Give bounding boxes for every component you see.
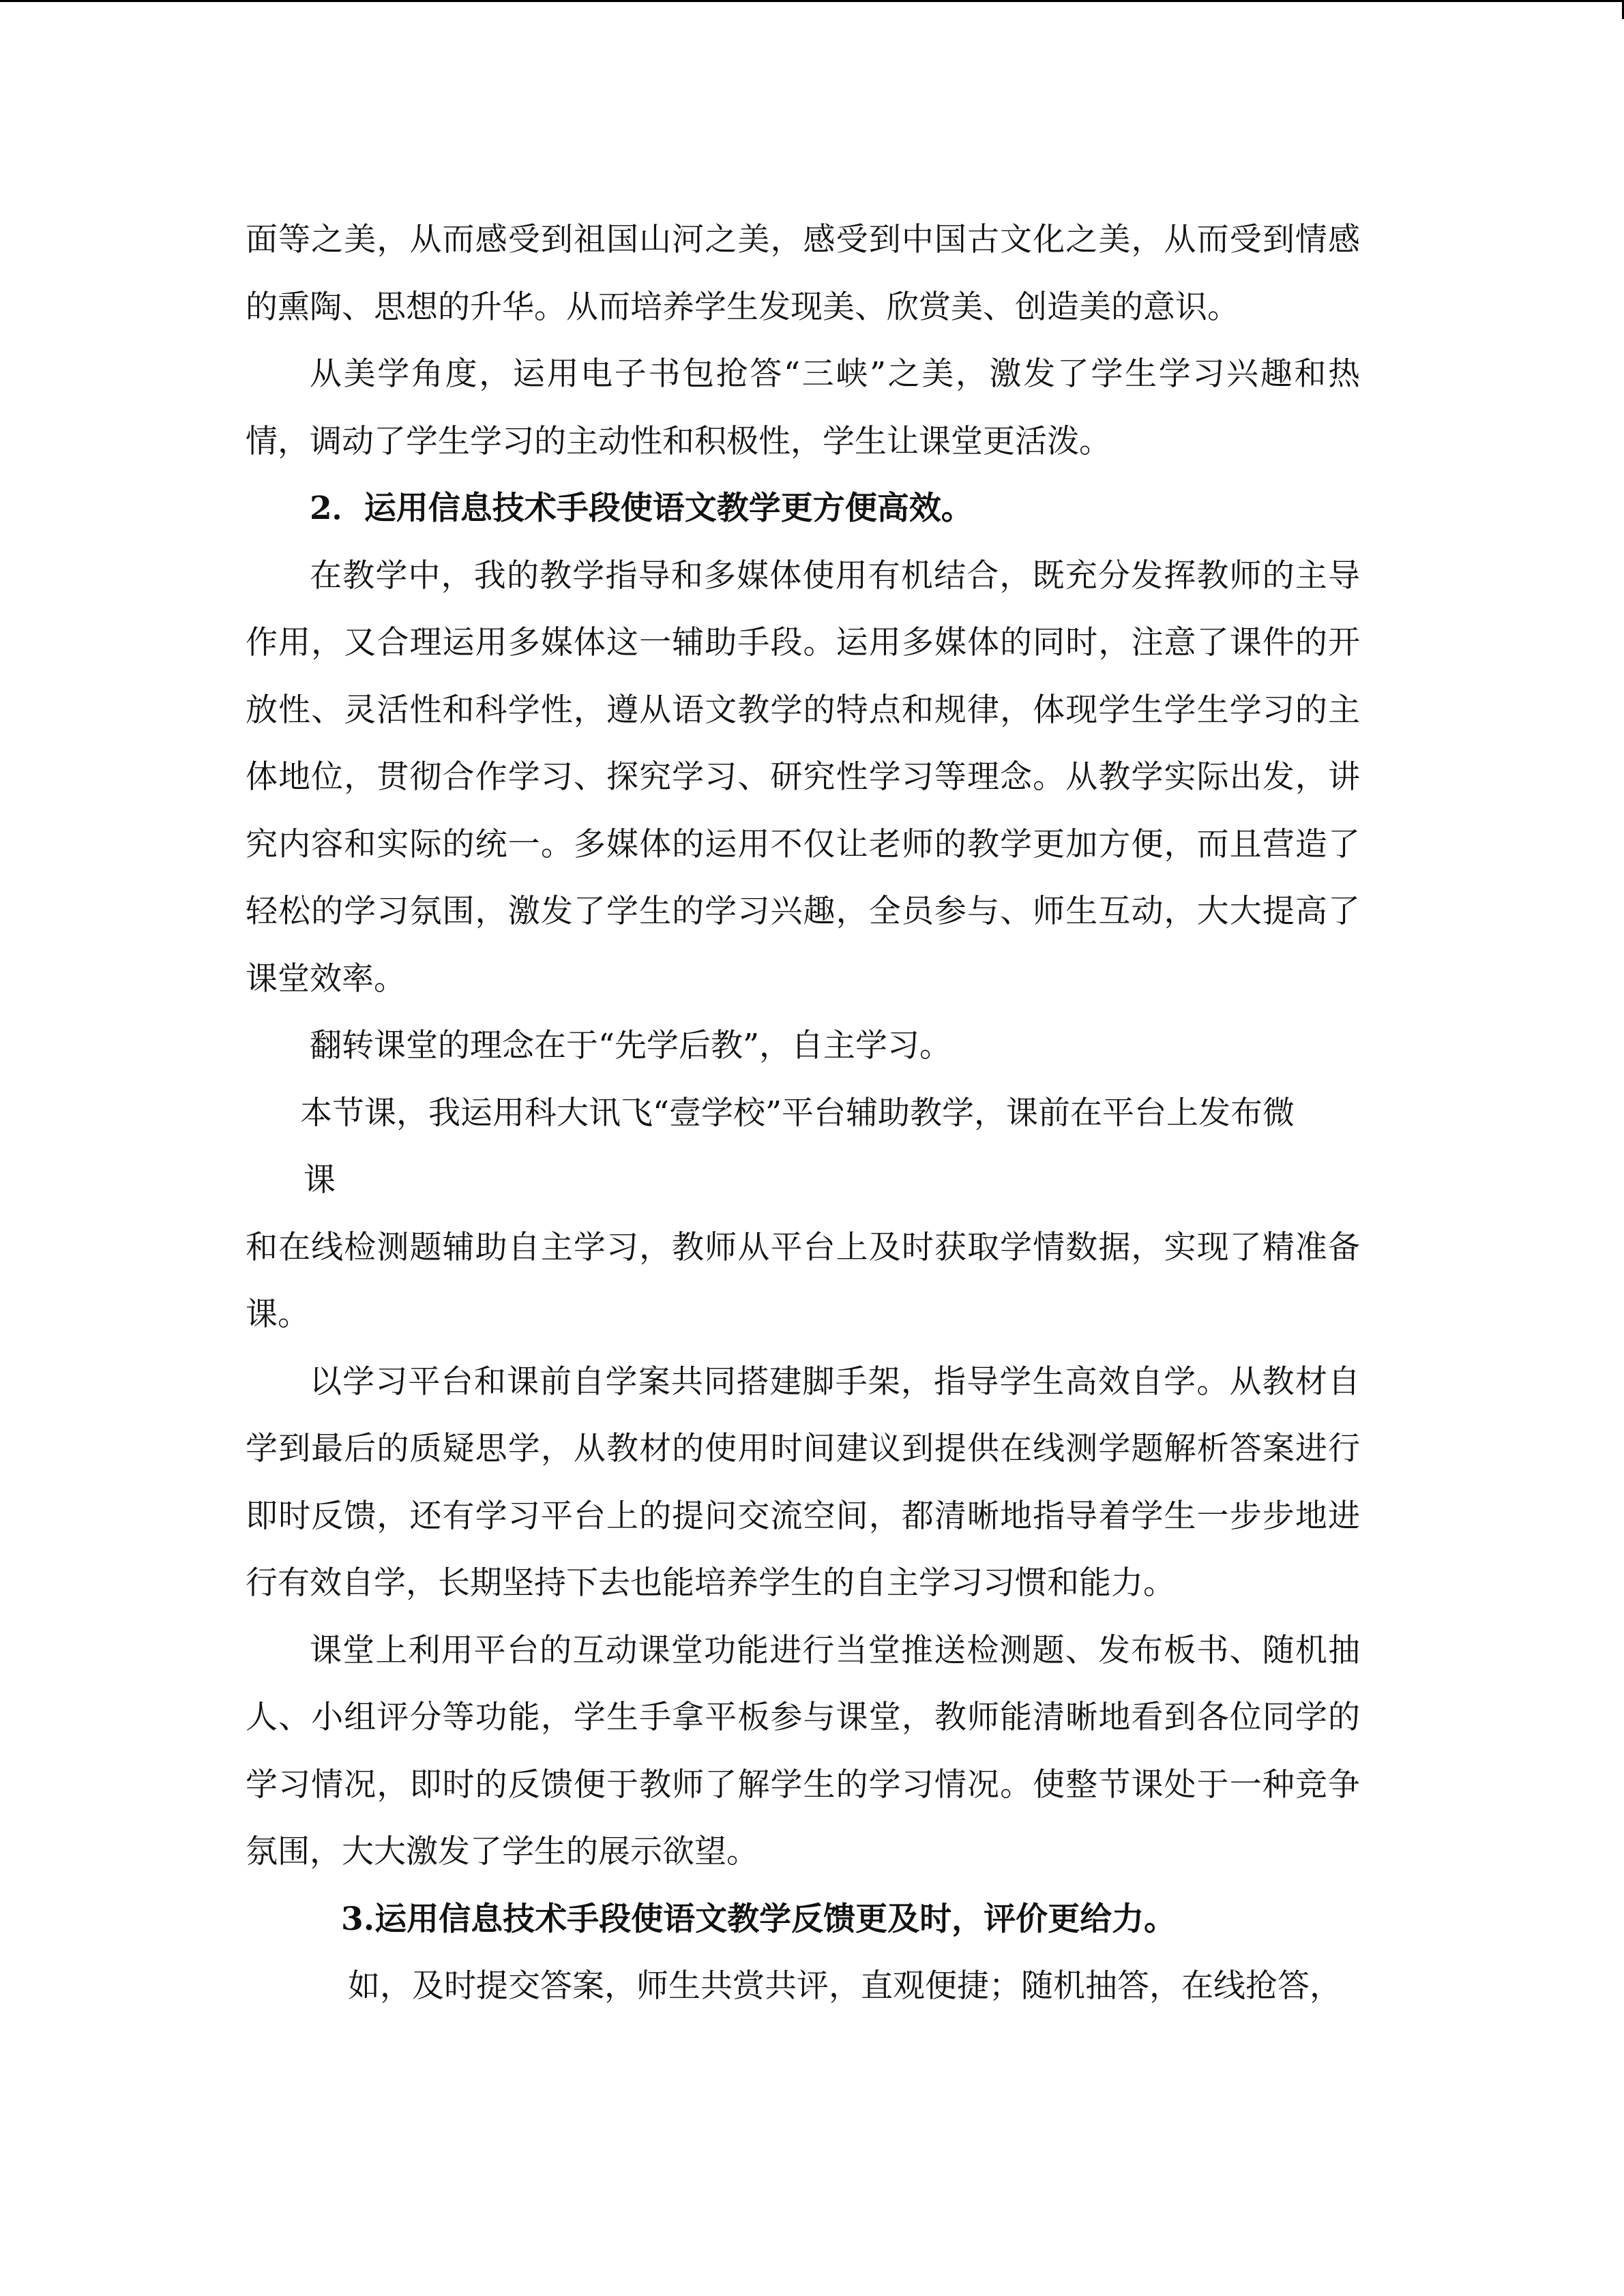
paragraph-platform-line-3: 和在线检测题辅助自主学习，教师从平台上及时获取学情数据，实现了精准备课。 — [246, 1228, 1360, 1333]
page-top-border — [0, 0, 1624, 2]
section-heading-2: 2．运用信息技术手段使语文教学更方便高效。 — [310, 490, 973, 527]
paragraph-platform-line-2: 课 — [304, 1161, 336, 1199]
paragraph-flipped-classroom: 翻转课堂的理念在于“先学后教”，自主学习。 — [310, 1027, 952, 1064]
document-body — [246, 207, 1360, 2021]
paragraph-multimedia-teaching: 在教学中，我的教学指导和多媒体使用有机结合，既充分发挥教师的主导作用，又合理运用多媒体这一辅助手段。运用多媒体的同时，注意了课件的开放性、灵活性和科学性，遵从语文教学的特点和规律，体现学生学生学习的主体地位，贯彻合作学习、探究学习、研究性学习等理念。从教学实际出发，讲究内容和实际的统一。多媒体的运用不仅让老师的教学更加方便，而且营造了轻松的学习氛围，激发了学生的学习兴趣，全员参与、师生互动，大大提高了课堂效率。 — [246, 556, 1360, 998]
paragraph-aesthetic-angle: 从美学角度，运用电子书包抢答“三峡”之美，激发了学生学习兴趣和热情，调动了学生学习的主动性和积极性，学生让课堂更活泼。 — [246, 355, 1360, 460]
paragraph-platform-line-1: 本节课，我运用科大讯飞“壹学校”平台辅助教学，课前在平台上发布微 — [300, 1094, 1295, 1132]
paragraph-feedback: 如，及时提交答案，师生共赏共评，直观便捷；随机抽答，在线抢答， — [348, 1967, 1342, 2005]
paragraph-scaffolding: 以学习平台和课前自学案共同搭建脚手架，指导学生高效自学。从教材自学到最后的质疑思学，从教材的使用时间建议到提供在线测学题解析答案进行即时反馈，还有学习平台上的提问交流空间，都清晰地指导着学生一步步地进行有效自学，长期坚持下去也能培养学生的自主学习习惯和能力。 — [246, 1362, 1360, 1602]
paragraph-interactive-classroom: 课堂上利用平台的互动课堂功能进行当堂推送检测题、发布板书、随机抽人、小组评分等功能，学生手拿平板参与课堂，教师能清晰地看到各位同学的学习情况，即时的反馈便于教师了解学生的学习情况。使整节课处于一种竞争氛围，大大激发了学生的展示欲望。 — [246, 1631, 1360, 1870]
paragraph-aesthetic-continuation: 面等之美，从而感受到祖国山河之美，感受到中国古文化之美，从而受到情感的熏陶、思想的升华。从而培养学生发现美、欣赏美、创造美的意识。 — [246, 221, 1360, 326]
section-heading-3: 3.运用信息技术手段使语文教学反馈更及时，评价更给力。 — [341, 1900, 1177, 1938]
